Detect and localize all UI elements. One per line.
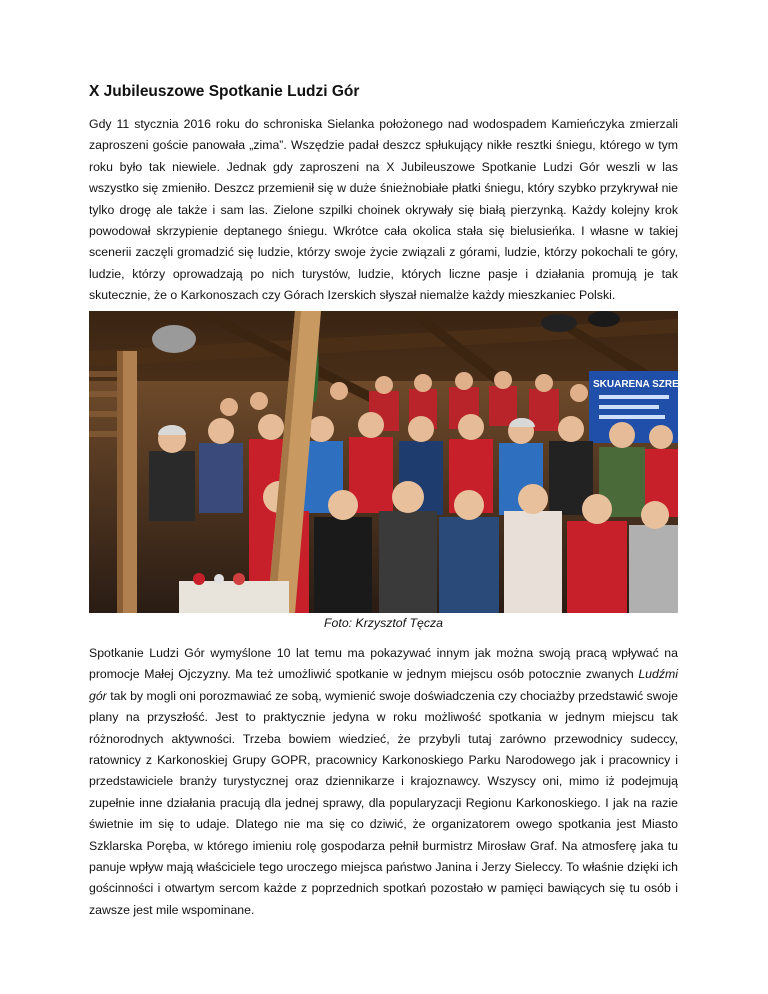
article-title: X Jubileuszowe Spotkanie Ludzi Gór xyxy=(89,83,360,100)
intro-paragraph: Gdy 11 stycznia 2016 roku do schroniska Sielanka położonego nad wodospadem Kamieńczyka zmierzali zaproszeni goście panowała „zima”. Wszędzie padał deszcz spłukujący nikłe resztki śniegu, którego w tym roku było tak niewiele. Jednak gdy zaproszeni na X Jubileuszowe Spotkanie Ludzi Gór weszli w las wszystko się zmieniło. Deszcz przemienił się w duże śnieżnobiałe płatki śniegu, który szybko przykrywał nie tylko drogę ale także i sam las. Zielone szpilki choinek okrywały się białą pierzynką. Każdy kolejny krok powodował skrzypienie deptanego śniegu. Wkrótce cała okolica stała się bielusieńka. I własne w takiej scenerii zaczęli gromadzić się ludzie, którzy swoje życie związali z górami, ludzie, którzy pokochali te góry, ludzie, którzy oprowadzają po nich turystów, ludzie, których liczne pasje i działania promują je tak skutecznie, że o Karkonoszach czy Górach Izerskich słyszał niemalże każdy mieszkaniec Polski. xyxy=(89,117,678,303)
group-photo-illustration xyxy=(89,311,689,613)
body-paragraph-italic-term: Ludźmi gór xyxy=(89,667,678,703)
body-paragraph-part2: tak by mogli oni porozmawiać ze sobą, wymienić swoje doświadczenia czy chociażby przedstawić swoje plany na przyszłość. Jest to praktycznie jedyna w roku możliwość spotkania w jednym miejscu tak różnorodnych aktywności. Trzeba bowiem wiedzieć, że przybyli tutaj zarówno przewodnicy sudeccy, ratownicy z Karkonoskiej Grupy GOPR, pracownicy Karkonoskiego Parku Narodowego jak i pracownicy i przedstawiciele branży turystycznej oraz dziennikarze i krajoznawcy. Wszyscy oni, mimo iż podejmują zupełnie inne działania pracują dla jednej sprawy, dla popularyzacji Regionu Karkonoskiego. I jak na razie świetnie im się to udaje. Dlatego nie ma się co dziwić, że organizatorem owego spotkania jest Miasto Szklarska Poręba, w którego imieniu rolę gospodarza pełnił burmistrz Mirosław Graf. Na atmosferę jaka tu panuje wpływ mają właściciele tego uroczego miejsca państwo Janina i Jerzy Sieleccy. To właśnie dzięki ich gościnności i otwartym sercom każde z poprzednich spotkań pozostało w pamięci bawiących się tu osób i zawsze jest mile wspominane. xyxy=(89,688,678,917)
body-paragraph xyxy=(89,643,678,921)
photo-caption: Foto: Krzysztof Tęcza xyxy=(324,616,443,630)
photo-banner-text: SKUARENA SZRENI xyxy=(593,379,689,390)
body-paragraph-part1: Spotkanie Ludzi Gór wymyślone 10 lat temu ma pokazywać innym jak można swoją pracą wpływać na promocje Małej Ojczyzny. Ma też umożliwić spotkanie w jednym miejscu osób potocznie zwanych xyxy=(89,646,678,682)
group-photo xyxy=(89,311,689,613)
